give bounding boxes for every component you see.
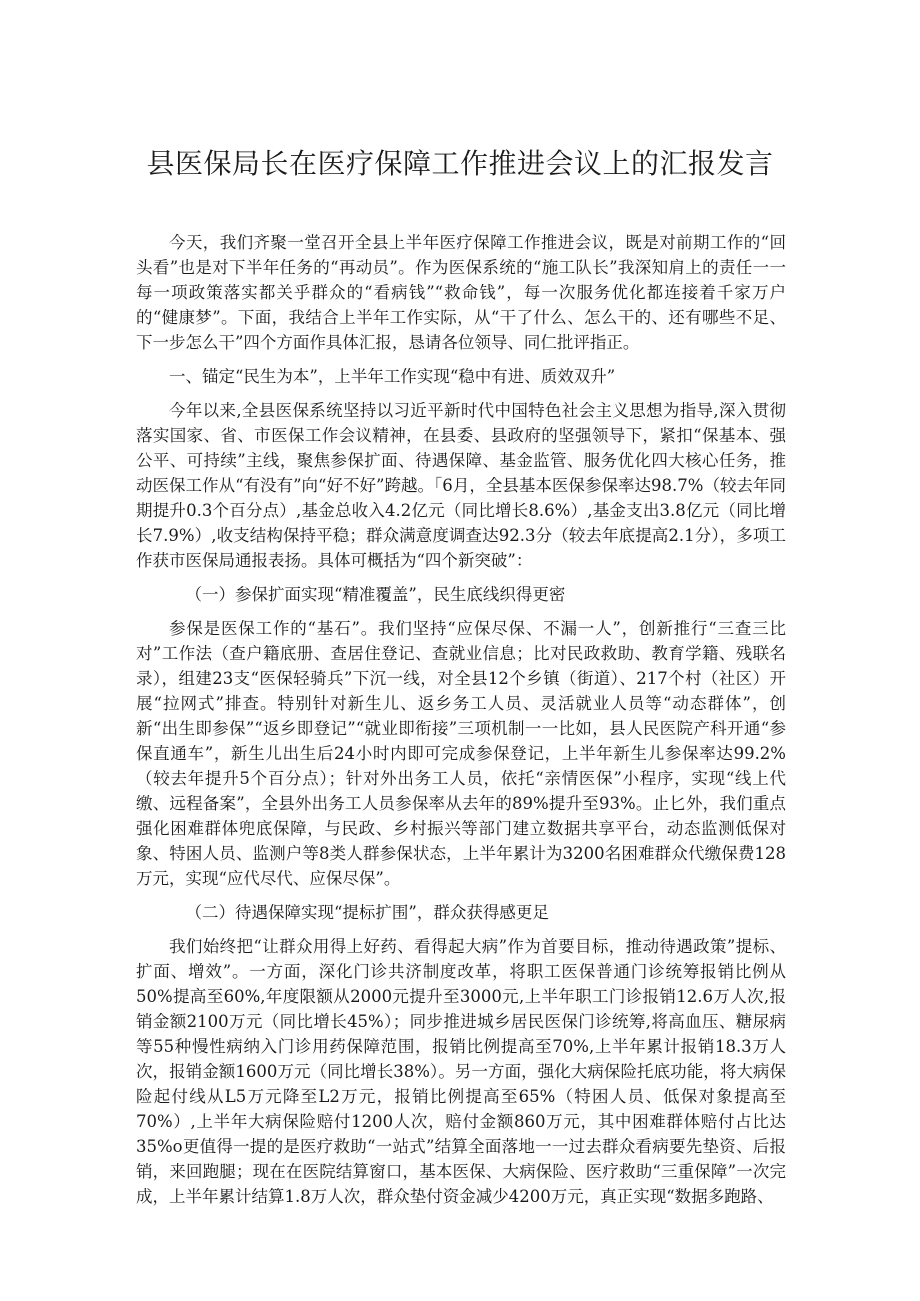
benefits-paragraph: 我们始终把“让群众用得上好药、看得起大病”作为首要目标，推动待遇政策”提标、扩面、增效”。一方面，深化门诊共济制度改革，将职工医保普通门诊统筹报销比例从50%提高至60%,年度限额从2000元提升至3000元,上半年职工门诊报销12.6万人次,报销金额2100万元（同比增长45%）；同步推进城乡居民医保门诊统筹,将高血压、糖尿病等55种慢性病纳入门诊用药保障范围，报销比例提高至70%,上半年累计报销18.3万人次，报销金额1600万元（同比增长38%）。另一方面，强化大病保险托底功能，将大病保险起付线从L5万元降至L2万元，报销比例提高至65%（特困人员、低保对象提高至70%）,上半年大病保险赔付1200人次，赔付金额860万元，其中困难群体赔付占比达35%o更值得一提的是医疗救助“一站式”结算全面落地一一过去群众看病要先垫资、后报销，来回跑腿；现在在医院结算窗口，基本医保、大病保险、医疗救助“三重保障”一次完成，上半年累计结算1.8万人次，群众垫付资金减少4200万元，真正实现“数据多跑路、	[136, 937, 786, 1206]
enrollment-paragraph: 参保是医保工作的“基石”。我们坚持“应保尽保、不漏一人”，创新推行“三查三比对”工作法（查户籍底册、查居住登记、查就业信息；比对民政救助、教育学籍、残联名录），组建23支“医保轻骑兵”下沉一线，对全县12个乡镇（街道）、217个村（社区）开展“拉网式”排查。特别针对新生儿、返乡务工人员、灵活就业人员等“动态群体”，创新“出生即参保”“返乡即登记”“就业即衔接”三项机制一一比如，县人民医院产科开通“参保直通车”，新生儿出生后24小时内即可完成参保登记，上半年新生儿参保率达99.2%（较去年提升5个百分点）；针对外出务工人员，依托“亲情医保”小程序，实现“线上代缴、远程备案”，全县外出务工人员参保率从去年的89%提升至93%。止匕外，我们重点强化困难群体兜底保障，与民政、乡村振兴等部门建立数据共享平台，动态监测低保对象、特困人员、监测户等8类人群参保状态，上半年累计为3200名困难群众代缴保费128万元，实现“应代尽代、应保尽保”。	[136, 619, 786, 888]
subsection-heading-2: （二）待遇保障实现“提标扩围”，群众获得感更足	[185, 903, 549, 922]
opening-paragraph: 今天，我们齐聚一堂召开全县上半年医疗保障工作推进会议，既是对前期工作的“回头看”也是对下半年任务的“再动员”。作为医保系统的“施工队长”我深知肩上的责任一一每一项政策落实都关乎群众的“看病钱”“救命钱”，每一次服务优化都连接着千家万户的“健康梦”。下面，我结合上半年工作实际，从“干了什么、怎么干的、还有哪些不足、下一步怎么干”四个方面作具体汇报，恳请各位领导、同仁批评指正。	[136, 233, 786, 352]
subsection-heading-1: （一）参保扩面实现“精准覆盖”，民生底线织得更密	[185, 585, 566, 604]
section-heading-1: 一、锚定“民生为本”，上半年工作实现“稳中有进、质效双升”	[169, 367, 616, 386]
document-body	[136, 230, 786, 1218]
section-1-overview-paragraph: 今年以来,全县医保系统坚持以习近平新时代中国特色社会主义思想为指导,深入贯彻落实国家、省、市医保工作会议精神，在县委、县政府的坚强领导下，紧扣“保基本、强公平、可持续”主线，聚焦参保扩面、待遇保障、基金监管、服务优化四大核心任务，推动医保工作从“有没有”向“好不好”跨越。「6月，全县基本医保参保率达98.7%（较去年同期提升0.3个百分点）,基金总收入4.2亿元（同比增长8.6%）,基金支出3.8亿元（同比增长7.9%）,收支结构保持平稳；群众满意度调查达92.3分（较去年底提高2.1分），多项工作获市医保局通报表扬。具体可概括为“四个新突破”：	[136, 401, 786, 570]
document-title: 县医保局长在医疗保障工作推进会议上的汇报发言	[146, 147, 774, 180]
